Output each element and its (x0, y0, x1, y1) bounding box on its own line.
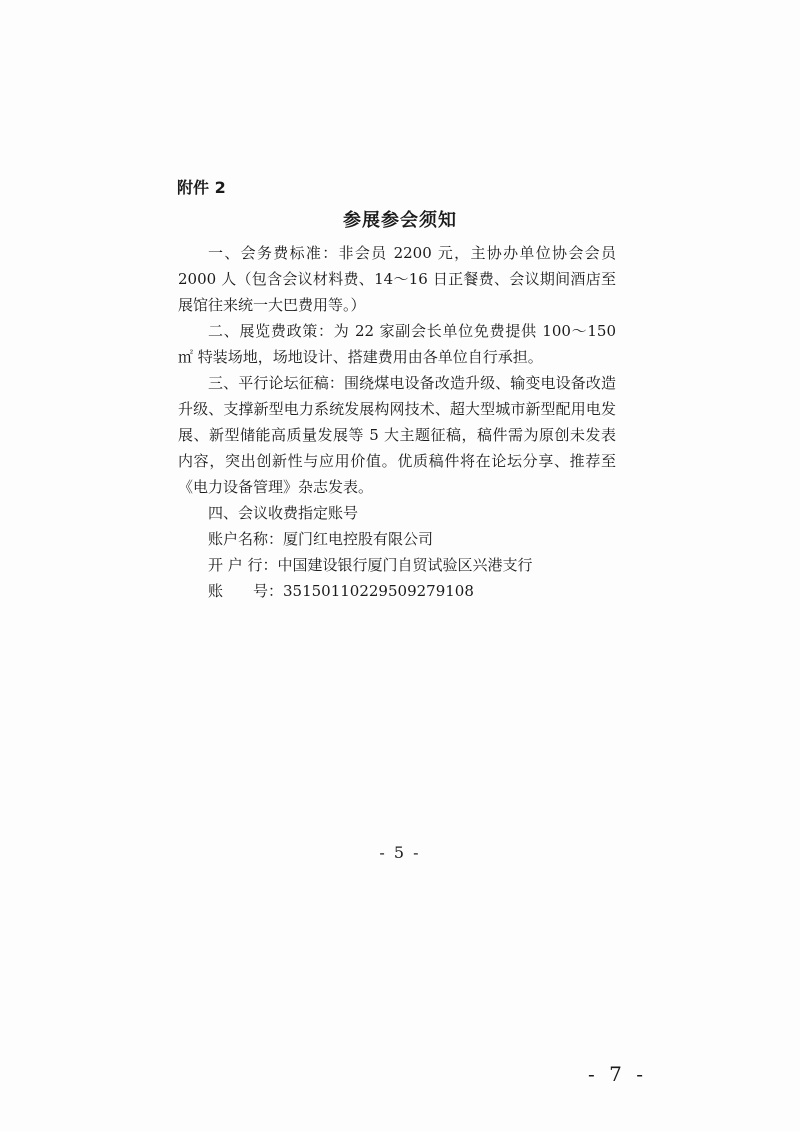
page-title: 参展参会须知 (343, 210, 457, 231)
paragraph-forum: 三、平行论坛征稿：围绕煤电设备改造升级、输变电设备改造升级、支撑新型电力系统发展构网技术、超大型城市新型配用电发展、新型储能高质量发展等 5 大主题征稿，稿件需为原创未发表内容，突出创新性与应用价值。优质稿件将在论坛分享、推荐至《电力设备管理》杂志发表。 (178, 374, 616, 496)
document-body (178, 240, 616, 604)
attachment-label: 附件 2 (177, 178, 226, 197)
paragraph-fees: 一、会务费标准：非会员 2200 元，主协办单位协会会员 2000 人（包含会议材料费、14～16 日正餐费、会议期间酒店至展馆往来统一大巴费用等。） (178, 244, 616, 314)
account-heading: 四、会议收费指定账号 (208, 504, 359, 522)
account-number: 账 号：35150110229509279108 (208, 582, 474, 600)
file-page-number: - 7 - (588, 1062, 647, 1086)
account-bank: 开 户 行：中国建设银行厦门自贸试验区兴港支行 (208, 556, 533, 574)
paragraph-exhibition: 二、展览费政策：为 22 家副会长单位免费提供 100～150 ㎡ 特装场地，场地设计、搭建费用由各单位自行承担。 (178, 322, 616, 366)
account-name: 账户名称：厦门红电控股有限公司 (208, 530, 434, 548)
page-number: - 5 - (379, 843, 421, 862)
